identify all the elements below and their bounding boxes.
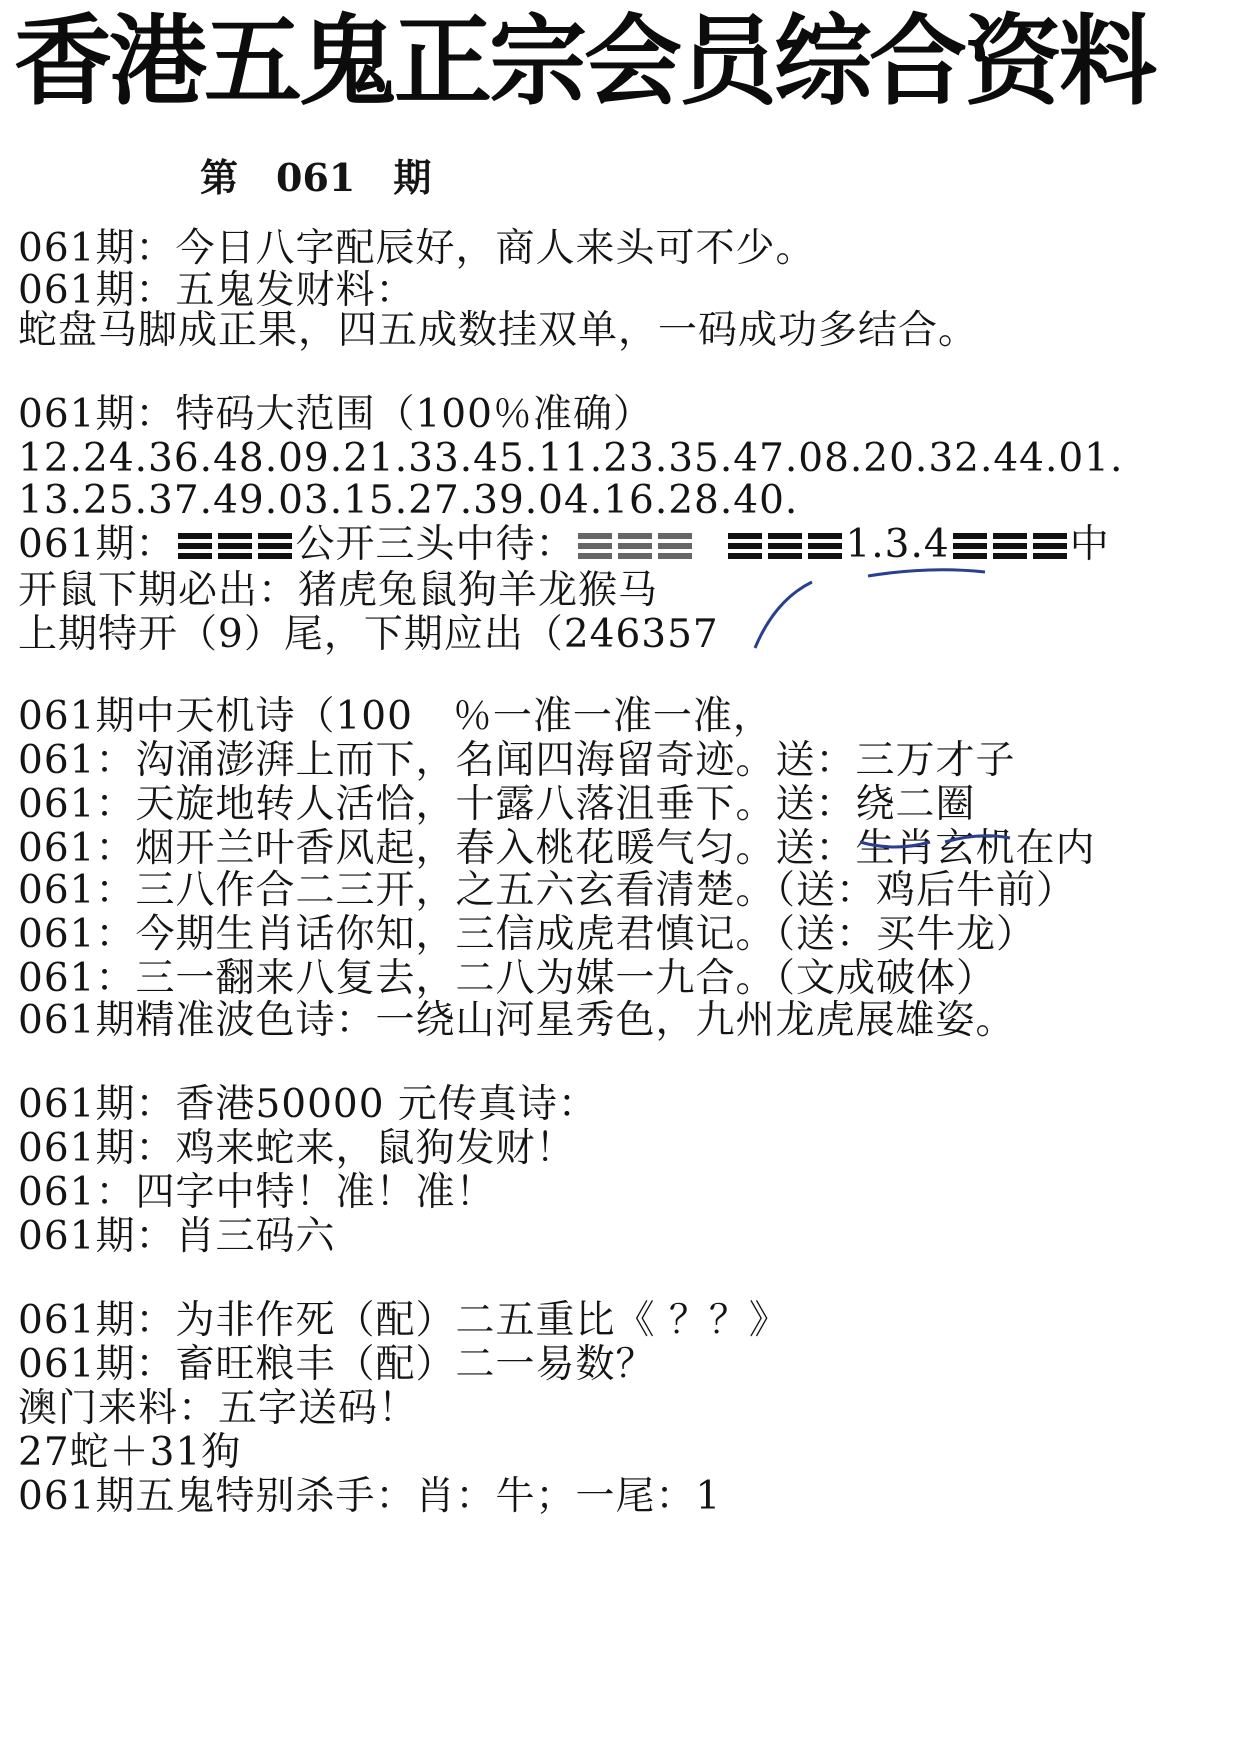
masked-block-icon	[258, 533, 292, 559]
text-line-13: 061：烟开兰叶香风起，春入桃花暖气匀。送：生肖玄机在内	[18, 826, 1096, 871]
masked-block-icon	[218, 533, 252, 559]
masked-block-icon	[728, 533, 762, 559]
text-line-24: 澳门来料：五字送码！	[18, 1386, 419, 1431]
text-line-14: 061：三八作合二三开，之五六玄看清楚。（送：鸡后牛前）	[18, 868, 1076, 913]
masked-block-icon	[768, 533, 802, 559]
text-line-2: 061期：五鬼发财料：	[18, 268, 416, 313]
masked-block-icon	[953, 533, 987, 559]
text-line-15: 061：今期生肖话你知，三信成虎君慎记。（送：买牛龙）	[18, 912, 1036, 957]
text-line-11: 061：沟涌澎湃上而下，名闻四海留奇迹。送：三万才子	[18, 738, 1016, 783]
text-line-18: 061期：香港50000 元传真诗：	[18, 1082, 598, 1127]
text-line-26: 061期五鬼特别杀手：肖：牛；一尾：1	[18, 1474, 722, 1519]
text-line-7-numbers: 1.3.4	[845, 522, 950, 567]
text-line-5: 12.24.36.48.09.21.33.45.11.23.35.47.08.20.32.44.01.	[18, 436, 1124, 481]
text-line-10: 061期中天机诗（100 ％一准一准一准，	[18, 694, 773, 739]
masked-block-icon	[618, 533, 652, 559]
page-title: 香港五鬼正宗会员综合资料	[14, 5, 1155, 119]
text-line-22: 061期：为非作死（配）二五重比《 ？？》	[18, 1298, 789, 1343]
pen-arc-mark	[755, 582, 812, 648]
text-line-23: 061期：畜旺粮丰（配）二一易数？	[18, 1342, 656, 1387]
issue-number: 第 061 期	[200, 155, 432, 200]
masked-block-icon	[658, 533, 692, 559]
text-line-21: 061期：肖三码六	[18, 1214, 336, 1259]
text-line-6: 13.25.37.49.03.15.27.39.04.16.28.40.	[18, 478, 799, 523]
pen-underline-mark	[868, 570, 985, 576]
text-line-7-suffix: 中	[1069, 522, 1110, 567]
masked-block-icon	[178, 533, 212, 559]
masked-block-icon	[1033, 533, 1067, 559]
text-line-7	[18, 520, 1110, 570]
text-line-4: 061期：特码大范围（100％准确）	[18, 392, 653, 437]
text-line-9: 上期特开（9）尾，下期应出（246357	[18, 612, 719, 657]
text-line-16: 061：三一翻来八复去，二八为媒一九合。（文成破体）	[18, 956, 996, 1001]
masked-block-icon	[578, 533, 612, 559]
masked-block-icon	[993, 533, 1027, 559]
text-line-17: 061期精准波色诗：一绕山河星秀色，九州龙虎展雄姿。	[18, 998, 1016, 1043]
text-line-7-prefix: 061期：	[18, 522, 176, 567]
text-line-20: 061：四字中特！准！准！	[18, 1170, 496, 1215]
text-line-3: 蛇盘马脚成正果，四五成数挂双单，一码成功多结合。	[18, 308, 979, 353]
text-line-8: 开鼠下期必出：猪虎兔鼠狗羊龙猴马	[18, 568, 659, 613]
text-line-1: 061期：今日八字配辰好，商人来头可不少。	[18, 226, 816, 271]
masked-block-icon	[808, 533, 842, 559]
text-line-19: 061期：鸡来蛇来，鼠狗发财！	[18, 1126, 576, 1171]
text-line-25: 27蛇＋31狗	[18, 1430, 242, 1475]
text-line-7-label: 公开三头中待：	[295, 522, 576, 567]
text-line-12: 061：天旋地转人活恰，十露八落沮垂下。送：绕二圈	[18, 782, 976, 827]
